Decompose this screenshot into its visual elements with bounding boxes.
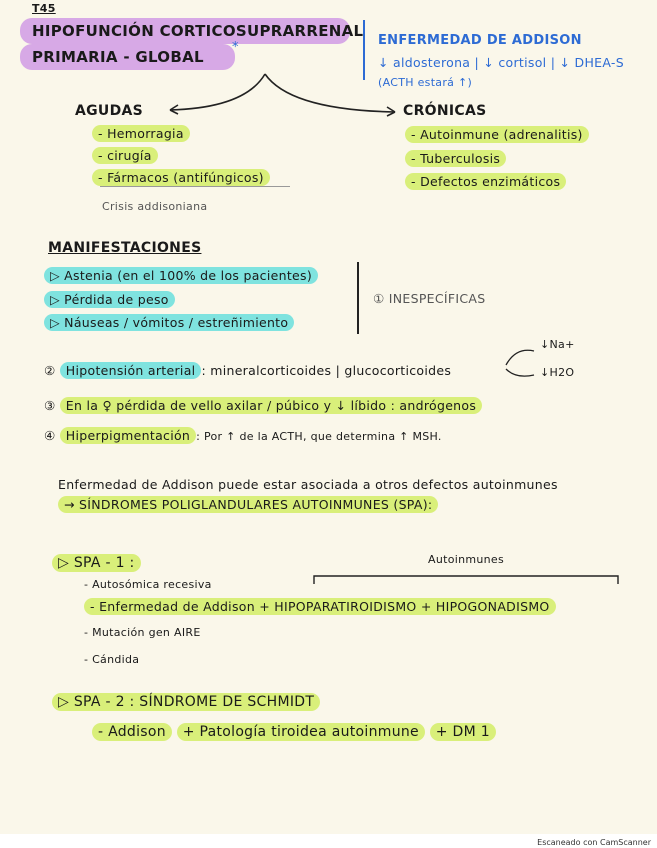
scanner-watermark: Escaneado con CamScanner <box>537 838 651 847</box>
inespecifica-item: ▷ Náuseas / vómitos / estreñimiento <box>44 315 294 330</box>
title-line-1: HIPOFUNCIÓN CORTICOSUPRARRENAL <box>32 22 364 40</box>
page-code: T45 <box>32 2 56 15</box>
spa1-item: - Cándida <box>84 653 140 666</box>
crisis-note: Crisis addisoniana <box>102 200 208 213</box>
addison-title: ENFERMEDAD DE ADDISON <box>378 33 582 48</box>
cronicas-item: - Autoinmune (adrenalitis) <box>405 127 589 142</box>
inespecifica-item: ▷ Pérdida de peso <box>44 292 175 307</box>
manifestacion-3: ③ En la ♀ pérdida de vello axilar / púbico y ↓ líbido : andrógenos <box>44 398 482 413</box>
addison-line-1: ↓ aldosterona | ↓ cortisol | ↓ DHEA-S <box>378 55 624 70</box>
water-label: ↓H2O <box>540 366 575 379</box>
branch-arrows-icon <box>150 70 410 130</box>
cronicas-heading: CRÓNICAS <box>403 103 487 119</box>
sodium-label: ↓Na+ <box>540 338 575 351</box>
cronicas-item: - Tuberculosis <box>405 151 506 166</box>
spa2-heading: ▷ SPA - 2 : SÍNDROME DE SCHMIDT <box>52 694 320 710</box>
inespecificas-label: ① INESPECÍFICAS <box>373 291 486 306</box>
agudas-underline <box>100 186 290 187</box>
spa1-heading: ▷ SPA - 1 : <box>52 555 141 571</box>
inespecificas-separator <box>357 262 359 334</box>
agudas-heading: AGUDAS <box>75 103 144 119</box>
cronicas-item: - Defectos enzimáticos <box>405 174 566 189</box>
hydro-arrows-icon <box>500 345 540 385</box>
agudas-item: - Hemorragia <box>92 126 190 141</box>
agudas-item: - Fármacos (antifúngicos) <box>92 170 270 185</box>
spa1-item: - Enfermedad de Addison + HIPOPARATIROIDISMO + HIPOGONADISMO <box>84 599 556 614</box>
title-line-2: PRIMARIA - GLOBAL <box>32 48 204 66</box>
spa-intro-2: → SÍNDROMES POLIGLANDULARES AUTOINMUNES (SPA): <box>58 497 438 512</box>
spa1-item: - Mutación gen AIRE <box>84 626 201 639</box>
spa2-items: - Addison + Patología tiroidea autoinmune + DM 1 <box>92 724 496 740</box>
title-star: * <box>232 40 239 55</box>
autoinmunes-bracket-icon <box>312 570 622 586</box>
manifestacion-2: ② Hipotensión arterial : mineralcorticoides | glucocorticoides <box>44 363 452 378</box>
agudas-item: - cirugía <box>92 148 158 163</box>
inespecifica-item: ▷ Astenia (en el 100% de los pacientes) <box>44 268 318 283</box>
spa1-item: - Autosómica recesiva <box>84 578 212 591</box>
addison-line-2: (ACTH estará ↑) <box>378 76 473 89</box>
autoinmunes-label: Autoinmunes <box>428 553 505 566</box>
manifestaciones-heading: MANIFESTACIONES <box>48 240 202 256</box>
spa-intro-1: Enfermedad de Addison puede estar asociada a otros defectos autoinmunes <box>58 477 558 492</box>
manifestacion-4: ④ Hiperpigmentación : Por ↑ de la ACTH, que determina ↑ MSH. <box>44 428 442 443</box>
